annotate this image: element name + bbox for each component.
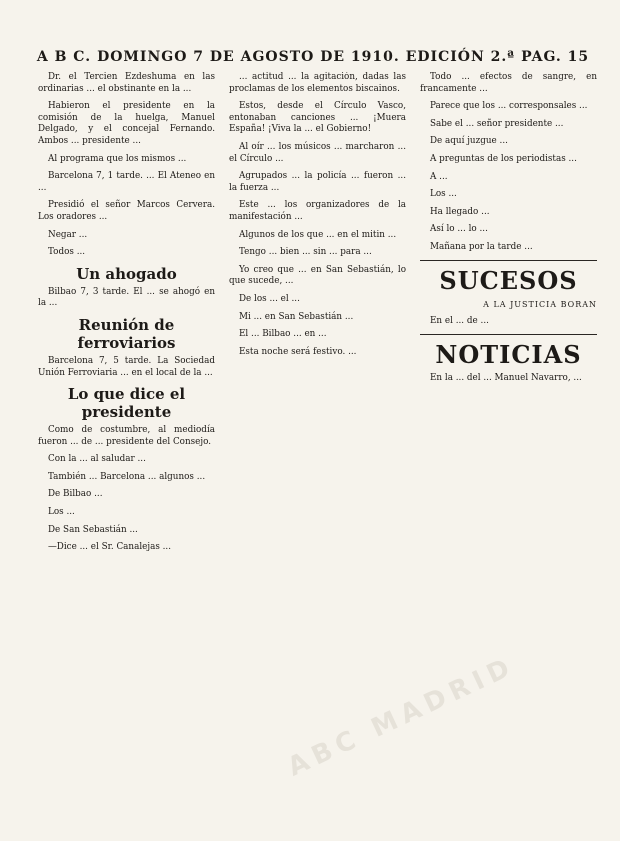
paragraph: Los ... bbox=[48, 507, 75, 518]
header-page: PAG. 15 bbox=[521, 49, 590, 65]
sucesos-subheading: A LA JUSTICIA BORAN bbox=[483, 299, 597, 309]
paragraph: Parece que los ... corresponsales ... bbox=[430, 101, 588, 112]
header-edition: EDICIÓN 2.ª bbox=[405, 49, 516, 65]
column-1 bbox=[38, 72, 215, 832]
paragraph: Todo ... efectos de sangre, en francamente ... bbox=[420, 72, 597, 94]
paragraph: Al oír ... los músicos ... marcharon ... el Círculo ... bbox=[229, 141, 406, 164]
paragraph: Presidió el señor Marcos Cervera. Los oradores ... bbox=[38, 200, 215, 222]
paragraph: Negar ... bbox=[48, 229, 88, 240]
watermark: ABC MADRID bbox=[283, 651, 520, 783]
heading-reunion-ferroviarios: Reunión de ferroviarios bbox=[77, 315, 176, 352]
header-left: A B C. bbox=[36, 49, 92, 65]
paragraph: De los ... el ... bbox=[239, 293, 300, 304]
paragraph: De San Sebastián ... bbox=[48, 524, 138, 535]
page-header bbox=[38, 46, 588, 68]
paragraph: En la ... del ... Manuel Navarro, ... bbox=[430, 372, 582, 383]
paragraph: Como de costumbre, al mediodía fueron ... de ... presidente del Consejo. bbox=[38, 425, 215, 447]
heading-sucesos: SUCESOS bbox=[439, 265, 578, 295]
paragraph: Los ... bbox=[430, 189, 457, 200]
paragraph: Tengo ... bien ... sin ... para ... bbox=[239, 247, 372, 258]
paragraph: Sabe el ... señor presidente ... bbox=[430, 118, 564, 129]
heading-lo-que-dice: Lo que dice el presidente bbox=[67, 385, 186, 422]
paragraph: Yo creo que ... en San Sebastián, lo que sucede, ... bbox=[229, 264, 406, 287]
paragraph: El ... Bilbao ... en ... bbox=[239, 329, 327, 340]
paragraph: Ha llegado ... bbox=[430, 206, 490, 217]
paragraph: Mi ... en San Sebastián ... bbox=[239, 311, 354, 322]
header-date: DOMINGO 7 DE AGOSTO DE 1910. bbox=[97, 49, 400, 65]
paragraph: También ... Barcelona ... algunos ... bbox=[48, 471, 206, 482]
paragraph: Esta noche será festivo. ... bbox=[239, 346, 357, 357]
paragraph: Habieron el presidente en la comisión de la huelga, Manuel Delgado, y el concejal Fernando. Ambos ... presidente ... bbox=[38, 101, 215, 146]
paragraph: A ... bbox=[430, 171, 448, 182]
heading-noticias: NOTICIAS bbox=[435, 339, 582, 369]
paragraph: Mañana por la tarde ... bbox=[430, 241, 533, 252]
paragraph: Bilbao 7, 3 tarde. El ... se ahogó en la ... bbox=[38, 286, 215, 309]
paragraph: A preguntas de los periodistas ... bbox=[430, 153, 577, 164]
paragraph: Algunos de los que ... en el mitin ... bbox=[239, 229, 397, 240]
paragraph: Al programa que los mismos ... bbox=[48, 153, 187, 164]
paragraph: En el ... de ... bbox=[430, 316, 489, 327]
divider bbox=[420, 334, 597, 335]
paragraph: De aquí juzgue ... bbox=[430, 136, 508, 147]
paragraph: —Dice ... el Sr. Canalejas ... bbox=[48, 542, 172, 553]
paragraph: Barcelona 7, 1 tarde. ... El Ateneo en ... bbox=[38, 171, 215, 193]
paragraph: Con la ... al saludar ... bbox=[48, 454, 146, 465]
paragraph: ... actitud ... la agitación, dadas las proclamas de los elementos biscainos. bbox=[229, 72, 406, 94]
paragraph: Agrupados ... la policía ... fueron ... la fuerza ... bbox=[229, 171, 406, 193]
paragraph: Así lo ... lo ... bbox=[430, 224, 488, 235]
paragraph: De Bilbao ... bbox=[48, 489, 103, 500]
paragraph: Dr. el Tercien Ezdeshuma en las ordinarias ... el obstinante en la ... bbox=[38, 72, 215, 94]
paragraph: Barcelona 7, 5 tarde. La Sociedad Unión Ferroviaria ... en el local de la ... bbox=[38, 355, 215, 378]
heading-un-ahogado: Un ahogado bbox=[76, 264, 177, 283]
paragraph: Este ... los organizadores de la manifestación ... bbox=[229, 200, 406, 222]
paragraph: Todos ... bbox=[48, 247, 86, 258]
paragraph: Estos, desde el Círculo Vasco, entonaban canciones ... ¡Muera España! ¡Viva la ... el Gobierno! bbox=[229, 101, 406, 135]
divider bbox=[420, 260, 597, 261]
